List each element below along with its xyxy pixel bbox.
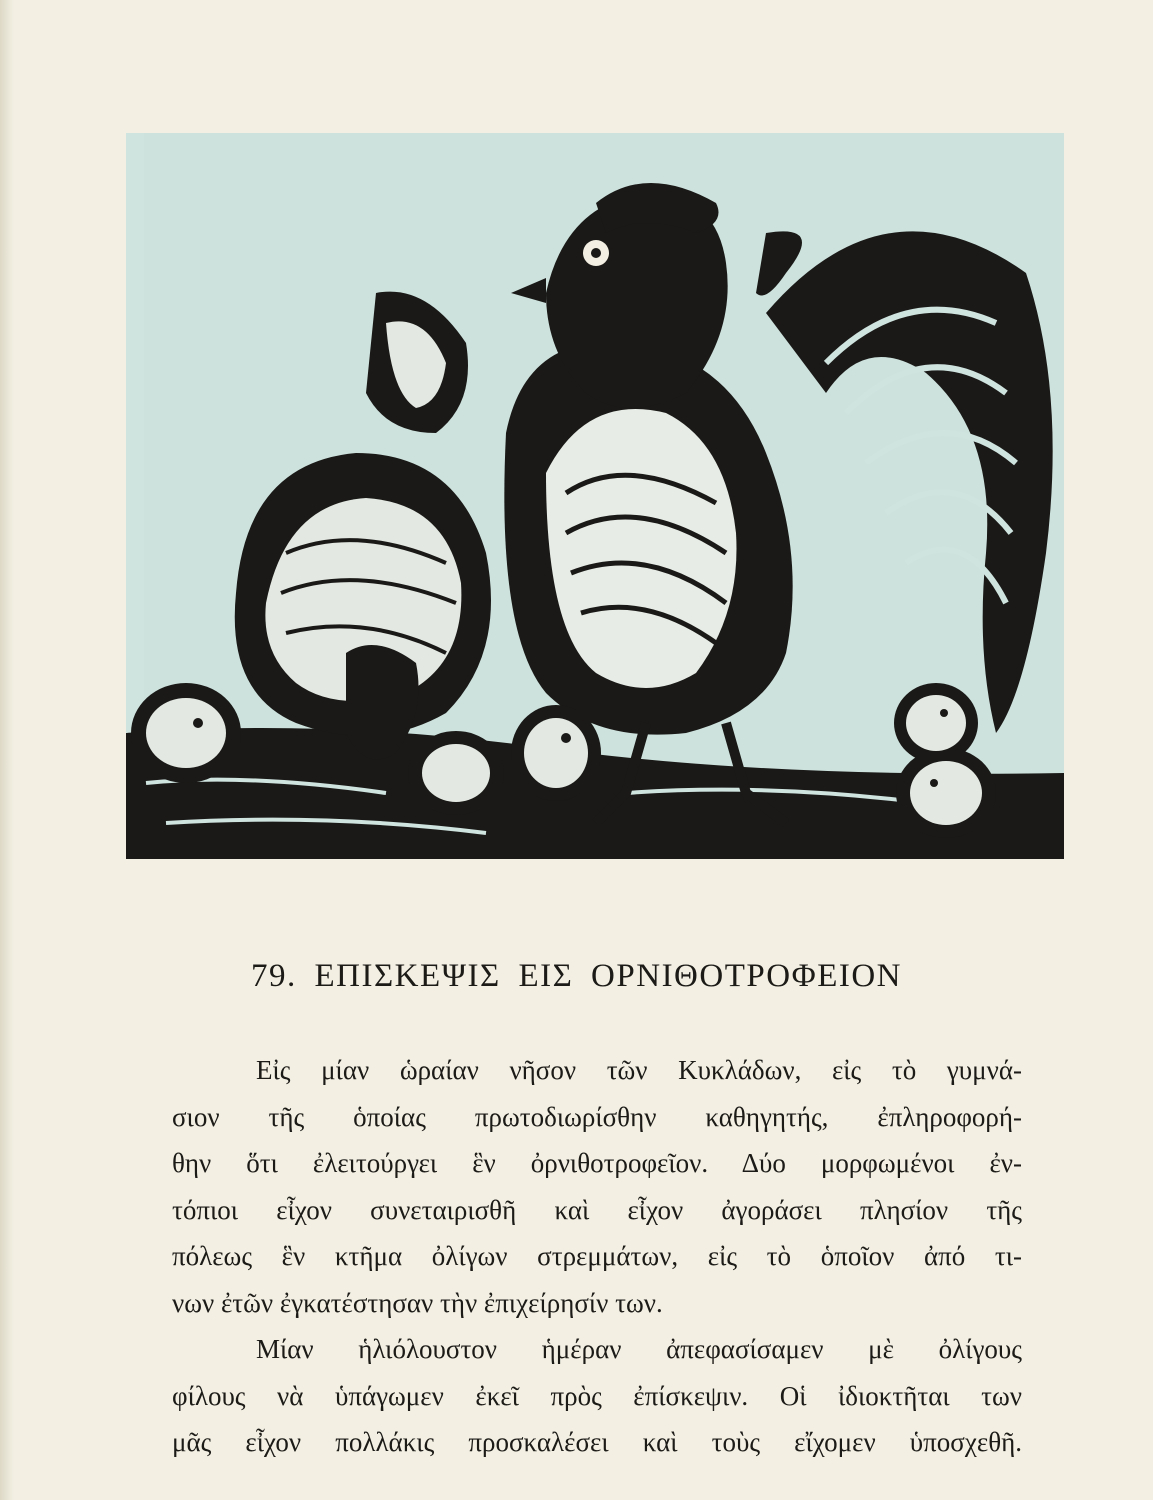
text-line: φίλους νὰ ὑπάγωμεν ἐκεῖ πρὸς ἐπίσκεψιν. Οἱ ἰδιοκτῆται των <box>172 1380 1022 1411</box>
text-line: Εἰς μίαν ὡραίαν νῆσον τῶν Κυκλάδων, εἰς τὸ γυμνά- <box>256 1055 1022 1085</box>
text-line: νων ἐτῶν ἐγκατέστησαν τὴν ἐπιχείρησίν των. <box>172 1287 663 1318</box>
page-edge <box>0 0 14 1500</box>
text-line: μᾶς εἶχον πολλάκις προσκαλέσει καὶ τοὺς εἴχομεν ὑποσχεθῆ. <box>172 1427 1022 1457</box>
body-text <box>172 1047 1022 1466</box>
text-line: Μίαν ἡλιόλουστον ἡμέραν ἀπεφασίσαμεν μὲ ὀλίγους <box>256 1334 1022 1364</box>
chapter-title: 79. ΕΠΙΣΚΕΨΙΣ ΕΙΣ ΟΡΝΙΘΟΤΡΟΦΕΙΟΝ <box>250 958 902 994</box>
text-line: τόπιοι εἶχον συνεταιρισθῆ καὶ εἶχον ἀγοράσει πλησίον τῆς <box>172 1194 1022 1225</box>
paragraph <box>172 1047 1022 1326</box>
text-line: πόλεως ἓν κτῆμα ὀλίγων στρεμμάτων, εἰς τὸ ὁποῖον ἀπό τι- <box>172 1241 1022 1271</box>
paragraph <box>172 1326 1022 1466</box>
woodcut-illustration <box>126 133 1064 859</box>
text-line: σιον τῆς ὁποίας πρωτοδιωρίσθην καθηγητής, ἐπληροφορή- <box>172 1101 1022 1132</box>
text-line: θην ὅτι ἐλειτούργει ἓν ὀρνιθοτροφεῖον. Δύο μορφωμένοι ἐν- <box>172 1148 1022 1178</box>
